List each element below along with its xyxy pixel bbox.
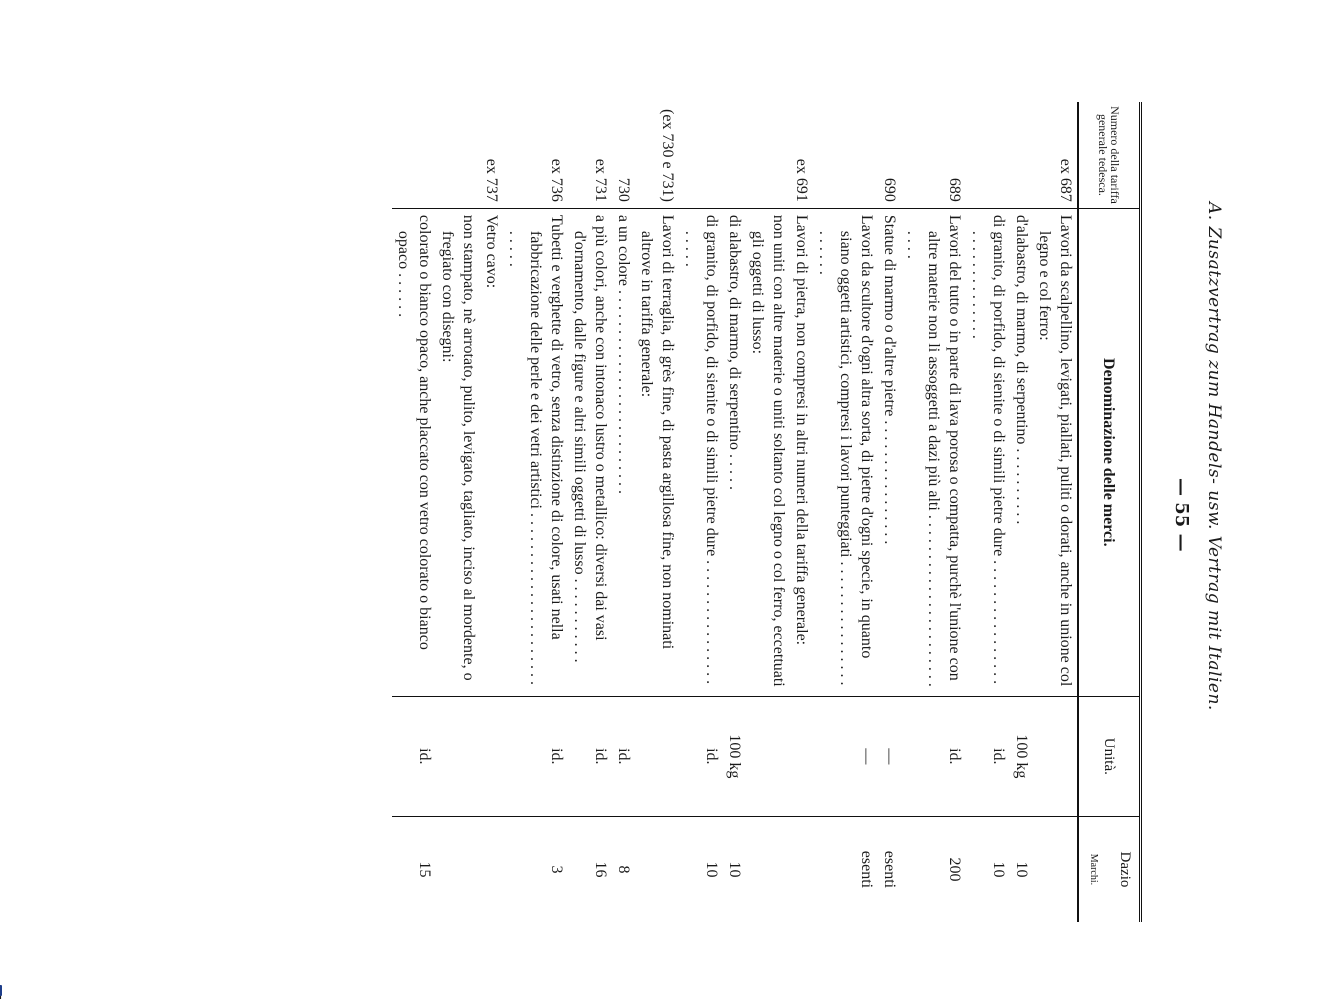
duty-cell: 10 (723, 816, 746, 922)
description-text: Lavori da scultore d'ogni altra sorta, di pietre d'ogni specie, in quanto siano oggetti artistici, compresi i lavori punteggiati . . . . . . . . . . . . . . . . . . . . . . (816, 214, 875, 686)
page-heading: A. Zusatzvertrag zum Handels- usw. Vertrag mit Italien. (1204, 202, 1224, 711)
description-text: Vetro cavo: (483, 214, 500, 289)
duty-cell: 8 (612, 816, 635, 922)
description-cell (1010, 208, 1033, 696)
table-row (1033, 102, 1078, 922)
description-cell (790, 208, 813, 696)
description-cell (679, 208, 723, 696)
column-header-unit: Unità. (1078, 696, 1141, 816)
description-cell (635, 208, 679, 696)
table-row (746, 102, 790, 922)
tariff-number-cell: ex 731 (592, 158, 609, 202)
unit-cell: id. (901, 696, 966, 816)
duty-cell: 200 (901, 816, 966, 922)
duty-cell: 15 (392, 816, 436, 922)
description-text: Lavori da scalpellino, levigati, piallati, puliti o dorati, anche in unione col legno e col ferro: (1036, 214, 1074, 687)
unit-cell: 100 kg (1010, 696, 1033, 816)
table-header-row (1078, 102, 1141, 922)
description-text: di granito, di porfido, di sienite o di simili pietre dure . . . . . . . . . . . . . . . . . . . . . . . . . . . . . . (969, 214, 1007, 685)
tariff-number-cell (436, 102, 480, 208)
table-row (480, 102, 503, 922)
tariff-number-cell (723, 102, 746, 208)
unit-cell: id. (392, 696, 436, 816)
unit-cell (746, 696, 790, 816)
unit-cell: 100 kg (723, 696, 746, 816)
tariff-number-cell: 730 (615, 177, 632, 202)
duty-cell: 16 (568, 816, 612, 922)
description-cell (901, 208, 966, 696)
duty-cell (746, 816, 790, 922)
table-row (723, 102, 746, 922)
description-text: non stampato, nè arrotato, pulito, levigato, tagliato, inciso al mordente, o fregiato con disegni: (439, 214, 477, 681)
table-row (966, 102, 1010, 922)
description-cell (723, 208, 746, 696)
column-header-duty (1078, 816, 1141, 922)
duty-cell (480, 816, 503, 922)
unit-cell: id. (503, 696, 568, 816)
tariff-number-cell (1010, 102, 1033, 208)
tariff-number-cell: (ex 730 e 731) (659, 109, 676, 202)
duty-cell: 10 (1010, 816, 1033, 922)
description-text: d'alabastro, di marmo, di serpentino . . . . . . . . . . (1013, 214, 1030, 525)
description-text: Tubetti e verghette di vetro, senza distinzione di colore, usati nella fabbricazione delle perle e dei vetri artistici . . . . . . . . . . . . . . . . . . . . . . . . . . . (506, 214, 565, 685)
description-text: a un colore . . . . . . . . . . . . . . . . . . . . . . . . . . (615, 214, 632, 494)
duty-cell (635, 816, 679, 922)
description-cell (612, 208, 635, 696)
tariff-number-cell: ex 736 (548, 158, 565, 202)
unit-cell: id. (568, 696, 612, 816)
duty-cell: 10 (679, 816, 723, 922)
page-number: — 55 — (1171, 478, 1192, 552)
unit-cell (480, 696, 503, 816)
unit-cell: id. (612, 696, 635, 816)
duty-cell: esenti (813, 816, 878, 922)
duty-cell: esenti (878, 816, 901, 922)
table-row (612, 102, 635, 922)
tariff-number-cell (746, 102, 790, 208)
unit-cell: id. (679, 696, 723, 816)
duty-cell (436, 816, 480, 922)
page-header (1171, 62, 1232, 942)
table-row (878, 102, 901, 922)
description-text: non uniti con altre materie o uniti soltanto col legno o col ferro, eccettuati gli oggetti di lusso: (749, 214, 787, 687)
description-cell (746, 208, 790, 696)
description-cell (436, 208, 480, 696)
column-header-number: Numero della tariffa generale tedesca. (1078, 102, 1141, 208)
tariff-number-cell: ex 737 (483, 158, 500, 202)
description-text: di granito, di porfido, di sienite o di simili pietre dure . . . . . . . . . . . . . . . . . . . . . (682, 214, 720, 685)
unit-cell (635, 696, 679, 816)
description-cell (480, 208, 503, 696)
tariff-table-body (392, 102, 1078, 922)
column-header-description: Denominazione delle merci. (1078, 208, 1141, 696)
description-text: di alabastro, di marmo, di serpentino . . . . . (726, 214, 743, 490)
description-cell (813, 208, 878, 696)
description-cell (392, 208, 436, 696)
table-row (901, 102, 966, 922)
column-header-duty-unit: Marchi. (1088, 853, 1099, 886)
unit-cell: — (878, 696, 901, 816)
duty-cell (790, 816, 813, 922)
rotated-page (112, 62, 1232, 942)
description-cell (1033, 208, 1078, 696)
description-text: Statue di marmo o d'altre pietre . . . . . . . . . . . . . . . . (881, 214, 898, 545)
unit-cell: — (813, 696, 878, 816)
description-text: colorato o bianco opaco, anche placcato con vetro colorato o bianco opaco . . . . . . (395, 214, 433, 650)
description-cell (568, 208, 612, 696)
description-cell (878, 208, 901, 696)
duty-cell: 10 (966, 816, 1010, 922)
description-cell (966, 208, 1010, 696)
tariff-number-cell (813, 102, 878, 208)
tariff-number-cell (966, 102, 1010, 208)
tariff-table (392, 102, 1142, 922)
description-text: Lavori di terraglia, di grès fine, di pasta argillosa fine, non nominati altrove in tariffa generale: (638, 214, 676, 650)
table-row (790, 102, 813, 922)
duty-cell: 3 (503, 816, 568, 922)
unit-cell: id. (966, 696, 1010, 816)
table-row (1010, 102, 1033, 922)
dfg-logo (0, 985, 2, 996)
table-row (813, 102, 878, 922)
column-header-duty-label: Dazio (1117, 851, 1133, 888)
table-row (679, 102, 723, 922)
tariff-number-cell: 689 (946, 177, 963, 202)
table-row (436, 102, 480, 922)
unit-cell (790, 696, 813, 816)
unit-cell (1033, 696, 1078, 816)
table-row (635, 102, 679, 922)
table-row (568, 102, 612, 922)
description-cell (503, 208, 568, 696)
description-text: a più colori, anche con intonaco lustro o metallico: diversi dai vasi d'ornamento, dalle figure e altri simili oggetti di lusso . . . . . . . . . . . (571, 214, 609, 663)
table-row (503, 102, 568, 922)
tariff-number-cell (679, 102, 723, 208)
tariff-number-cell: 690 (881, 177, 898, 202)
duty-cell (1033, 816, 1078, 922)
tariff-number-cell (392, 102, 436, 208)
table-row (392, 102, 436, 922)
tariff-number-cell: ex 691 (793, 158, 810, 202)
tariff-number-cell: ex 687 (1057, 158, 1074, 202)
unit-cell (436, 696, 480, 816)
description-text: Lavori di pietra, non compresi in altri numeri della tariffa generale: (793, 214, 810, 646)
description-text: Lavori del tutto o in parte di lava porosa o compatta, purchè l'unione con altre materie non li assoggetti a dazi più alti . . . . . . . . . . . . . . . . . . . . . . . . . . (904, 214, 963, 687)
